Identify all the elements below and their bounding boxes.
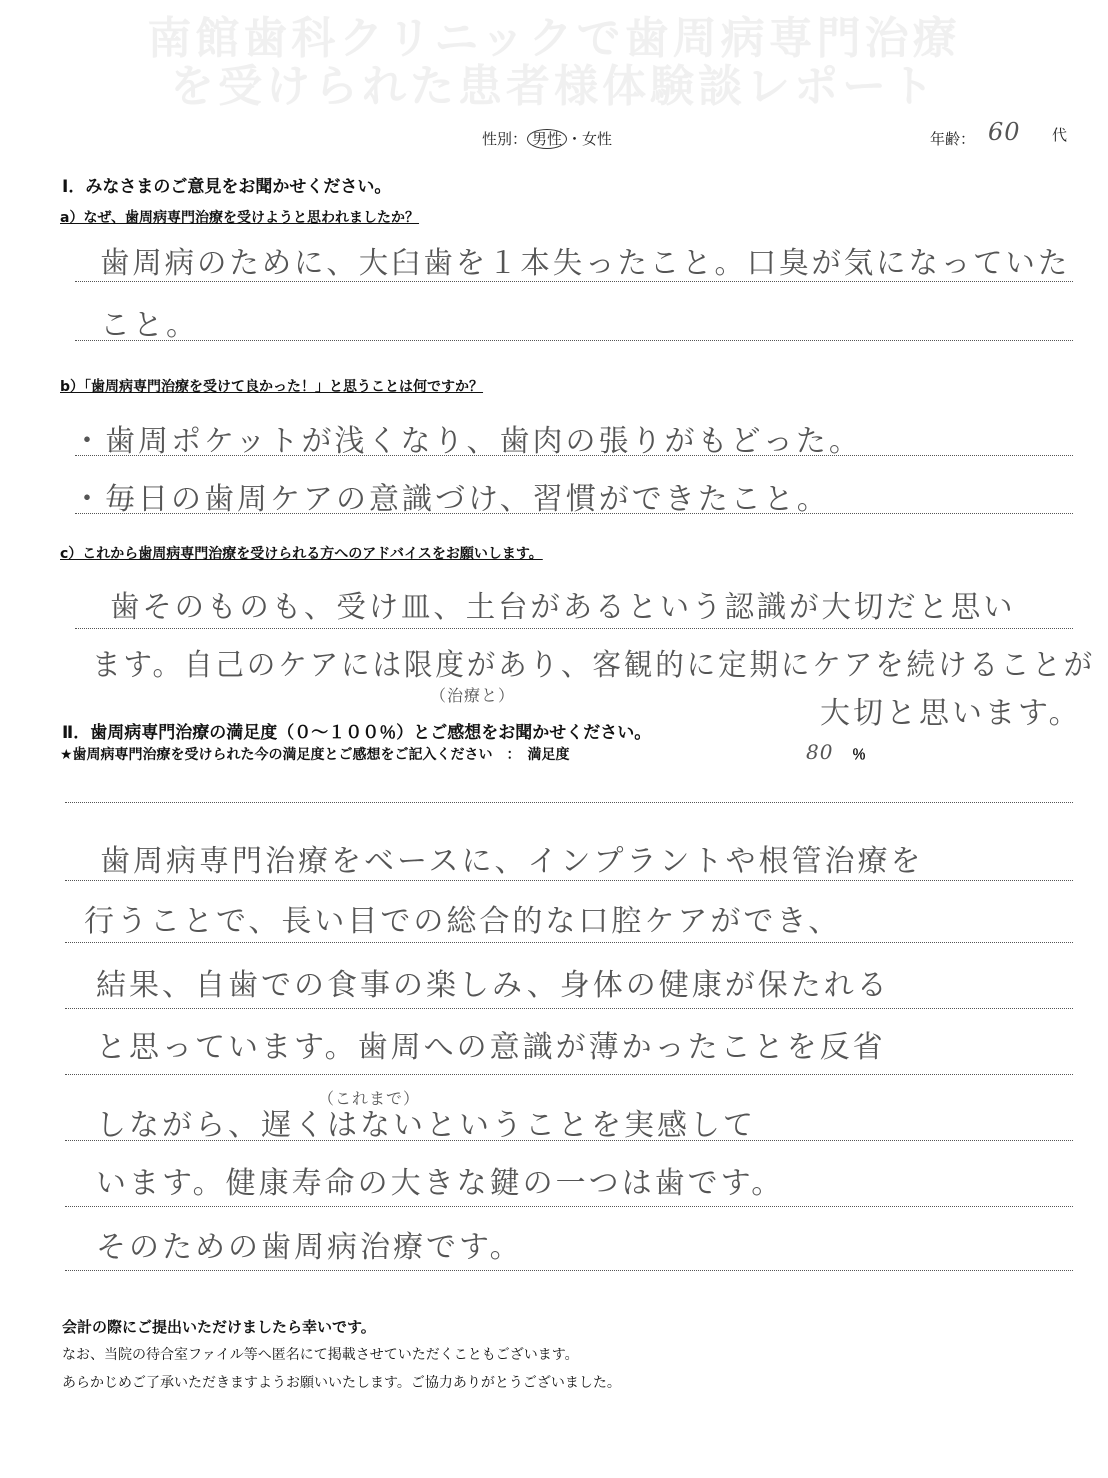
ruled-line	[65, 802, 1073, 803]
answer-a-line-1: 歯周病のために、大臼歯を１本失ったこと。口臭が気になっていた	[100, 246, 1071, 281]
footer-line-2: なお、当院の待合室ファイル等へ匿名にて掲載させていただくこともございます。	[62, 1347, 579, 1363]
satisfaction-percent: ％	[852, 747, 866, 763]
ruled-line	[75, 340, 1073, 341]
comment-line-6: います。健康寿命の大きな鍵の一つは歯です。	[96, 1166, 785, 1201]
age-label: 年齢：	[930, 130, 976, 148]
ruled-line	[65, 1074, 1073, 1075]
ruled-line	[65, 1270, 1073, 1271]
comment-line-7: そのための歯周病治療です。	[96, 1230, 523, 1265]
comment-line-4: と思っています。歯周への意識が薄かったことを反省	[96, 1030, 886, 1065]
gender-label: 性別：	[482, 130, 528, 148]
answer-b-line-2: ・毎日の歯周ケアの意識づけ、習慣ができたこと。	[72, 482, 830, 517]
answer-c-line-2: ます。自己のケアには限度があり、客観的に定期にケアを続けることが	[92, 648, 1096, 683]
answer-a-line-2: こと。	[100, 308, 199, 343]
comment-line-3: 結果、自歯での食事の楽しみ、身体の健康が保たれる	[96, 968, 890, 1003]
gender-field	[482, 128, 612, 149]
gender-separator: ・	[567, 130, 583, 148]
satisfaction-instruction: ★歯周病専門治療を受けられた今の満足度とご感想をご記入ください ： 満足度	[60, 747, 570, 763]
comment-line-1: 歯周病専門治療をベースに、インプラントや根管治療を	[100, 844, 924, 879]
section-1-heading: Ⅰ．みなさまのご意見をお聞かせください。	[62, 177, 392, 197]
footer-line-3: あらかじめご了承いただきますようお願いいたします。ご協力ありがとうございました。	[62, 1375, 621, 1391]
satisfaction-value: 80	[806, 740, 834, 764]
section-2-heading: Ⅱ．歯周病専門治療の満足度（０～１００％）とご感想をお聞かせください。	[62, 723, 652, 743]
title-line-1: 南館歯科クリニックで歯周病専門治療	[147, 13, 961, 64]
question-a: a）なぜ、歯周病専門治療を受けようと思われましたか？	[60, 210, 420, 226]
age-value: 60	[988, 118, 1021, 146]
title-line-2: を受けられた患者様体験談レポート	[170, 61, 938, 112]
gender-male-circled: 男性	[527, 129, 567, 149]
answer-b-line-1: ・歯周ポケットが浅くなり、歯肉の張りがもどった。	[72, 424, 862, 459]
question-c: c）これから歯周病専門治療を受けられる方へのアドバイスをお願いします。	[60, 546, 543, 562]
ruled-line	[65, 880, 1073, 881]
ruled-line	[75, 455, 1073, 456]
answer-c-line-3: 大切と思います。	[820, 696, 1082, 731]
ruled-line	[65, 942, 1073, 943]
gender-female: 女性	[582, 130, 613, 148]
ruled-line	[75, 281, 1073, 282]
comment-insertion: （これまで）	[318, 1089, 421, 1108]
comment-line-5: しながら、遅くはないということを実感して	[96, 1108, 756, 1143]
footer-line-1: 会計の際にご提出いただけましたら幸いです。	[62, 1318, 376, 1336]
ruled-line	[65, 1008, 1073, 1009]
ruled-line	[65, 1206, 1073, 1207]
ruled-line	[65, 1140, 1073, 1141]
age-unit: 代	[1052, 126, 1068, 144]
comment-line-2: 行うことで、長い目での総合的な口腔ケアができ、	[84, 904, 842, 939]
answer-c-line-1: 歯そのものも、受け皿、土台があるという認識が大切だと思い	[110, 590, 1016, 625]
ruled-line	[75, 628, 1073, 629]
answer-c-insertion: （治療と）	[430, 686, 516, 705]
ruled-line	[75, 513, 1073, 514]
question-b: b）「歯周病専門治療を受けて良かった！」と思うことは何ですか？	[60, 379, 484, 395]
